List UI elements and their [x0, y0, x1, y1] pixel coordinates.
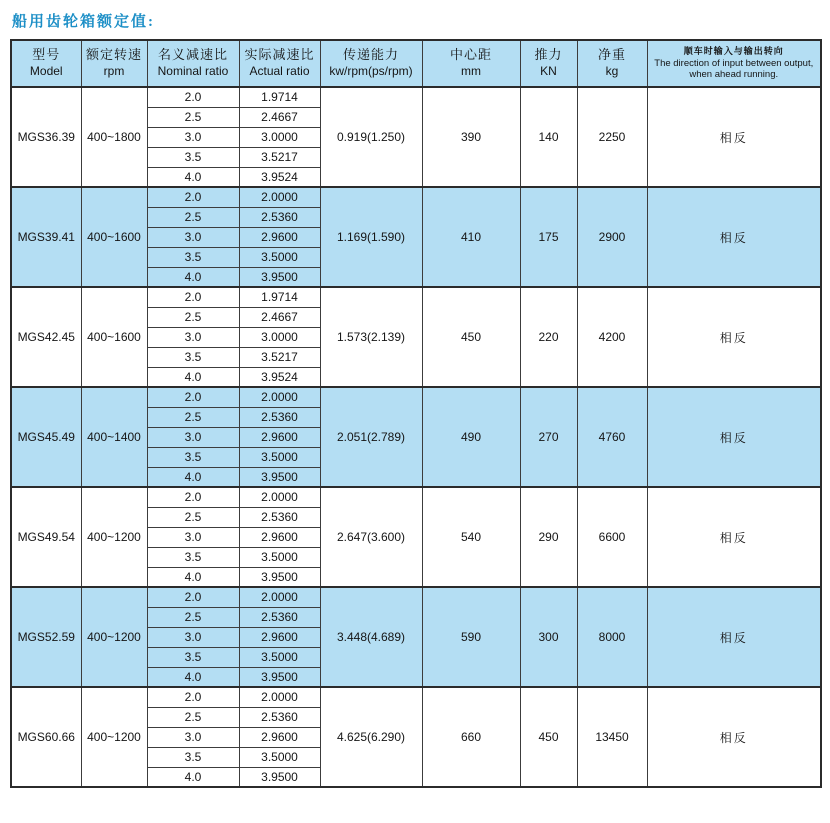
col-header-thrust	[520, 40, 577, 87]
model-cell: MGS52.59	[11, 587, 81, 687]
col-header-center-distance	[422, 40, 520, 87]
center-distance-cell: 540	[422, 487, 520, 587]
nominal-ratio-cell: 2.5	[147, 507, 239, 527]
model-cell: MGS60.66	[11, 687, 81, 787]
rated-speed-cell: 400~1200	[81, 487, 147, 587]
table-row	[11, 587, 821, 607]
rated-speed-cell: 400~1800	[81, 87, 147, 187]
center-distance-cell: 590	[422, 587, 520, 687]
net-weight-cell: 8000	[577, 587, 647, 687]
nominal-ratio-cell: 4.0	[147, 567, 239, 587]
nominal-ratio-cell: 2.0	[147, 587, 239, 607]
actual-ratio-cell: 3.5000	[239, 247, 320, 267]
actual-ratio-cell: 3.9500	[239, 767, 320, 787]
model-cell: MGS45.49	[11, 387, 81, 487]
nominal-ratio-cell: 2.0	[147, 87, 239, 107]
transfer-capacity-cell: 2.647(3.600)	[320, 487, 422, 587]
net-weight-cell: 4200	[577, 287, 647, 387]
net-weight-cell: 6600	[577, 487, 647, 587]
transfer-capacity-cell: 1.573(2.139)	[320, 287, 422, 387]
header-label-en: kg	[605, 64, 619, 79]
thrust-cell: 140	[520, 87, 577, 187]
center-distance-cell: 660	[422, 687, 520, 787]
nominal-ratio-cell: 3.5	[147, 247, 239, 267]
transfer-capacity-cell: 3.448(4.689)	[320, 587, 422, 687]
actual-ratio-cell: 2.5360	[239, 407, 320, 427]
actual-ratio-cell: 3.9500	[239, 567, 320, 587]
header-label-zh: 中心距	[449, 47, 492, 63]
direction-cell: 相反	[647, 487, 821, 587]
table-body	[11, 87, 821, 787]
net-weight-cell: 4760	[577, 387, 647, 487]
actual-ratio-cell: 2.0000	[239, 587, 320, 607]
model-cell: MGS36.39	[11, 87, 81, 187]
direction-cell: 相反	[647, 187, 821, 287]
nominal-ratio-cell: 3.0	[147, 727, 239, 747]
actual-ratio-cell: 2.5360	[239, 207, 320, 227]
center-distance-cell: 450	[422, 287, 520, 387]
nominal-ratio-cell: 4.0	[147, 767, 239, 787]
transfer-capacity-cell: 2.051(2.789)	[320, 387, 422, 487]
transfer-capacity-cell: 1.169(1.590)	[320, 187, 422, 287]
actual-ratio-cell: 3.9524	[239, 367, 320, 387]
table-row	[11, 387, 821, 407]
header-label-en: kw/rpm(ps/rpm)	[329, 64, 413, 79]
center-distance-cell: 490	[422, 387, 520, 487]
direction-cell: 相反	[647, 287, 821, 387]
nominal-ratio-cell: 2.5	[147, 707, 239, 727]
actual-ratio-cell: 1.9714	[239, 287, 320, 307]
header-label-en: KN	[540, 64, 557, 79]
table-row	[11, 687, 821, 707]
model-cell: MGS49.54	[11, 487, 81, 587]
actual-ratio-cell: 3.9500	[239, 267, 320, 287]
page-title: 船用齿轮箱额定值:	[12, 14, 155, 30]
actual-ratio-cell: 1.9714	[239, 87, 320, 107]
rated-speed-cell: 400~1600	[81, 187, 147, 287]
transfer-capacity-cell: 0.919(1.250)	[320, 87, 422, 187]
header-label-zh: 顺车时输入与输出转向	[683, 46, 784, 57]
direction-cell: 相反	[647, 387, 821, 487]
actual-ratio-cell: 3.9500	[239, 467, 320, 487]
actual-ratio-cell: 3.5000	[239, 647, 320, 667]
nominal-ratio-cell: 2.0	[147, 287, 239, 307]
nominal-ratio-cell: 3.5	[147, 147, 239, 167]
rated-speed-cell: 400~1600	[81, 287, 147, 387]
actual-ratio-cell: 2.0000	[239, 187, 320, 207]
nominal-ratio-cell: 2.5	[147, 307, 239, 327]
table-row	[11, 187, 821, 207]
header-label-en: Actual ratio	[249, 64, 310, 79]
col-header-net-weight	[577, 40, 647, 87]
thrust-cell: 290	[520, 487, 577, 587]
header-label-en: Nominal ratio	[157, 64, 229, 79]
col-header-transfer-capacity	[320, 40, 422, 87]
actual-ratio-cell: 3.0000	[239, 127, 320, 147]
actual-ratio-cell: 3.5000	[239, 447, 320, 467]
actual-ratio-cell: 3.9524	[239, 167, 320, 187]
header-label-zh: 推力	[534, 47, 563, 63]
thrust-cell: 300	[520, 587, 577, 687]
net-weight-cell: 13450	[577, 687, 647, 787]
header-label-en: The direction of input between output, when ahead running.	[654, 57, 814, 81]
col-header-actual-ratio	[239, 40, 320, 87]
nominal-ratio-cell: 3.0	[147, 527, 239, 547]
col-header-direction	[647, 40, 821, 87]
header-row	[11, 40, 821, 87]
header-label-zh: 额定转速	[85, 47, 142, 63]
rated-speed-cell: 400~1200	[81, 587, 147, 687]
nominal-ratio-cell: 3.5	[147, 547, 239, 567]
actual-ratio-cell: 2.0000	[239, 487, 320, 507]
nominal-ratio-cell: 3.5	[147, 347, 239, 367]
nominal-ratio-cell: 2.5	[147, 207, 239, 227]
table-row	[11, 87, 821, 107]
nominal-ratio-cell: 3.0	[147, 127, 239, 147]
table-header	[11, 40, 821, 87]
actual-ratio-cell: 3.0000	[239, 327, 320, 347]
nominal-ratio-cell: 2.0	[147, 687, 239, 707]
header-label-zh: 实际减速比	[244, 47, 315, 63]
nominal-ratio-cell: 3.0	[147, 327, 239, 347]
actual-ratio-cell: 2.9600	[239, 427, 320, 447]
nominal-ratio-cell: 2.5	[147, 107, 239, 127]
col-header-nominal-ratio	[147, 40, 239, 87]
model-cell: MGS39.41	[11, 187, 81, 287]
nominal-ratio-cell: 2.0	[147, 387, 239, 407]
net-weight-cell: 2250	[577, 87, 647, 187]
nominal-ratio-cell: 2.0	[147, 187, 239, 207]
nominal-ratio-cell: 3.5	[147, 447, 239, 467]
center-distance-cell: 410	[422, 187, 520, 287]
header-label-zh: 名义减速比	[157, 47, 228, 63]
actual-ratio-cell: 2.9600	[239, 527, 320, 547]
actual-ratio-cell: 2.9600	[239, 627, 320, 647]
col-header-model	[11, 40, 81, 87]
direction-cell: 相反	[647, 687, 821, 787]
col-header-rated-speed	[81, 40, 147, 87]
thrust-cell: 270	[520, 387, 577, 487]
header-label-zh: 型号	[32, 47, 61, 63]
actual-ratio-cell: 2.9600	[239, 227, 320, 247]
actual-ratio-cell: 2.5360	[239, 607, 320, 627]
nominal-ratio-cell: 2.5	[147, 607, 239, 627]
direction-cell: 相反	[647, 87, 821, 187]
actual-ratio-cell: 2.5360	[239, 707, 320, 727]
actual-ratio-cell: 2.4667	[239, 107, 320, 127]
nominal-ratio-cell: 3.5	[147, 647, 239, 667]
nominal-ratio-cell: 4.0	[147, 267, 239, 287]
actual-ratio-cell: 2.0000	[239, 687, 320, 707]
actual-ratio-cell: 3.5000	[239, 547, 320, 567]
actual-ratio-cell: 3.5217	[239, 147, 320, 167]
table-row	[11, 487, 821, 507]
header-label-en: Model	[29, 64, 63, 79]
gearbox-ratings-table	[10, 39, 822, 788]
nominal-ratio-cell: 4.0	[147, 367, 239, 387]
thrust-cell: 220	[520, 287, 577, 387]
thrust-cell: 450	[520, 687, 577, 787]
header-label-en: rpm	[103, 64, 125, 79]
model-cell: MGS42.45	[11, 287, 81, 387]
nominal-ratio-cell: 3.0	[147, 627, 239, 647]
actual-ratio-cell: 2.0000	[239, 387, 320, 407]
header-label-en: mm	[461, 64, 481, 79]
direction-cell: 相反	[647, 587, 821, 687]
nominal-ratio-cell: 2.0	[147, 487, 239, 507]
rated-speed-cell: 400~1400	[81, 387, 147, 487]
actual-ratio-cell: 2.4667	[239, 307, 320, 327]
thrust-cell: 175	[520, 187, 577, 287]
actual-ratio-cell: 2.5360	[239, 507, 320, 527]
table-row	[11, 287, 821, 307]
nominal-ratio-cell: 4.0	[147, 467, 239, 487]
actual-ratio-cell: 3.5217	[239, 347, 320, 367]
nominal-ratio-cell: 3.0	[147, 427, 239, 447]
actual-ratio-cell: 2.9600	[239, 727, 320, 747]
net-weight-cell: 2900	[577, 187, 647, 287]
header-label-zh: 传递能力	[342, 47, 399, 63]
center-distance-cell: 390	[422, 87, 520, 187]
transfer-capacity-cell: 4.625(6.290)	[320, 687, 422, 787]
nominal-ratio-cell: 2.5	[147, 407, 239, 427]
actual-ratio-cell: 3.5000	[239, 747, 320, 767]
actual-ratio-cell: 3.9500	[239, 667, 320, 687]
nominal-ratio-cell: 3.0	[147, 227, 239, 247]
nominal-ratio-cell: 4.0	[147, 667, 239, 687]
header-label-zh: 净重	[597, 47, 626, 63]
nominal-ratio-cell: 4.0	[147, 167, 239, 187]
rated-speed-cell: 400~1200	[81, 687, 147, 787]
nominal-ratio-cell: 3.5	[147, 747, 239, 767]
